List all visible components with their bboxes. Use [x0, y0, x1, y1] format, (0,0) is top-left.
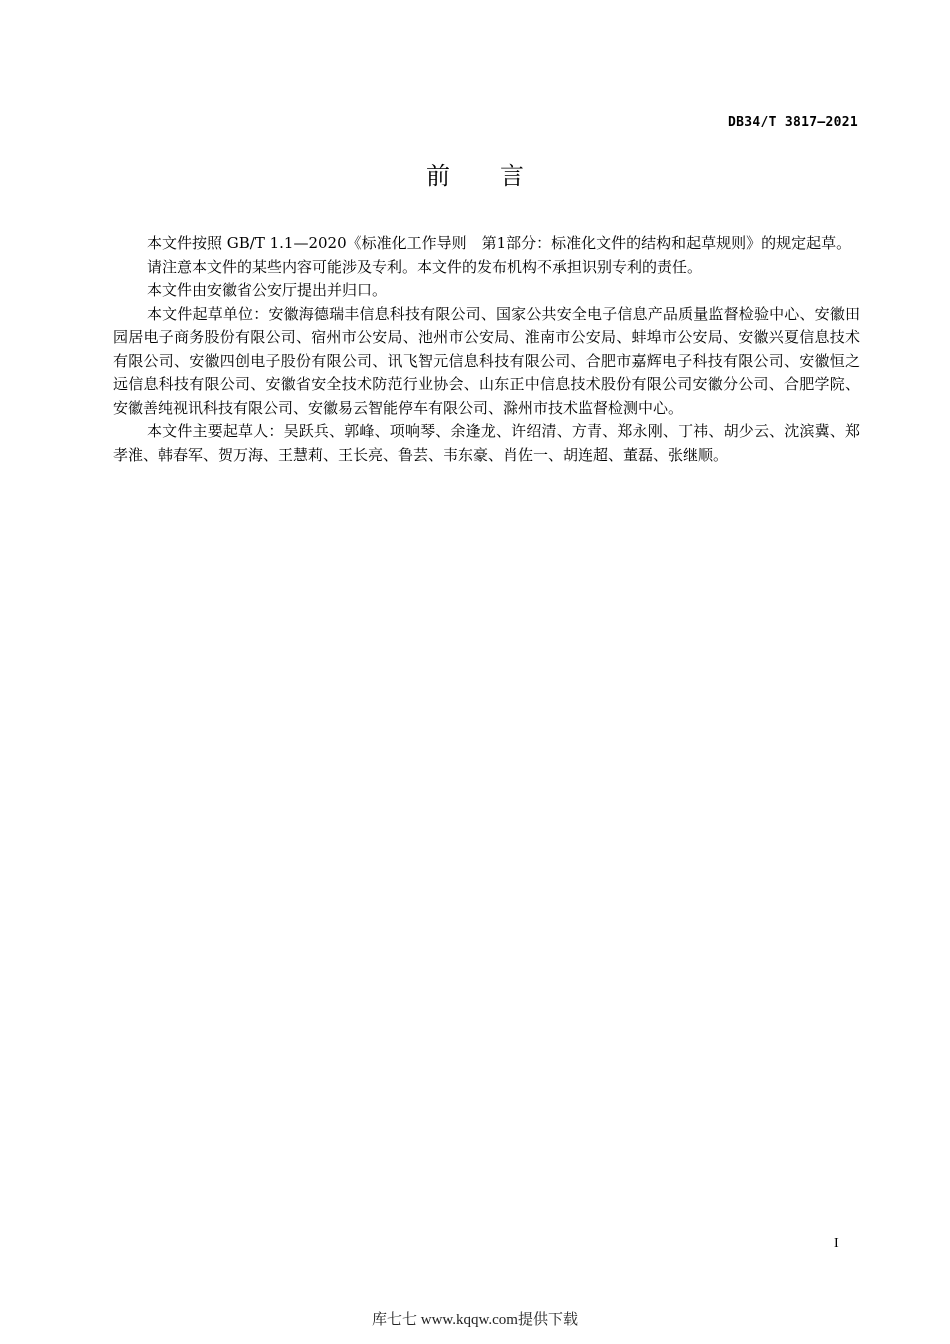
- paragraph-proposer: 本文件由安徽省公安厅提出并归口。: [147, 281, 388, 299]
- paragraph-drafting-rules: 本文件按照 GB/T 1.1—2020《标准化工作导则 第1部分：标准化文件的结构和起草规则》的规定起草。: [147, 234, 852, 252]
- paragraph-drafting-units: 本文件起草单位：安徽海德瑞丰信息科技有限公司、国家公共安全电子信息产品质量监督检验中心、安徽田园居电子商务股份有限公司、宿州市公安局、池州市公安局、淮南市公安局、蚌埠市公安局、安徽兴夏信息技术有限公司、安徽四创电子股份有限公司、讯飞智元信息科技有限公司、合肥市嘉辉电子科技有限公司、安徽恒之远信息科技有限公司、安徽省安全技术防范行业协会、山东正中信息技术股份有限公司安徽分公司、合肥学院、安徽善纯视讯科技有限公司、安徽易云智能停车有限公司、滁州市技术监督检测中心。: [113, 304, 860, 417]
- paragraph-drafters: 本文件主要起草人：吴跃兵、郭峰、项响琴、余逢龙、许绍清、方青、郑永刚、丁祎、胡少云、沈滨冀、郑孝淮、韩春军、贺万海、王慧莉、王长亮、鲁芸、韦东豪、肖佐一、胡连超、董磊、张继顺。: [113, 422, 860, 464]
- foreword-body: [113, 232, 860, 467]
- page-number: I: [834, 1236, 839, 1251]
- download-watermark: 库七七 www.kqqw.com提供下载: [372, 1312, 578, 1328]
- document-code: DB34/T 3817—2021: [727, 115, 858, 130]
- page-title: 前言: [426, 162, 574, 190]
- paragraph-patent-notice: 请注意本文件的某些内容可能涉及专利。本文件的发布机构不承担识别专利的责任。: [147, 257, 703, 276]
